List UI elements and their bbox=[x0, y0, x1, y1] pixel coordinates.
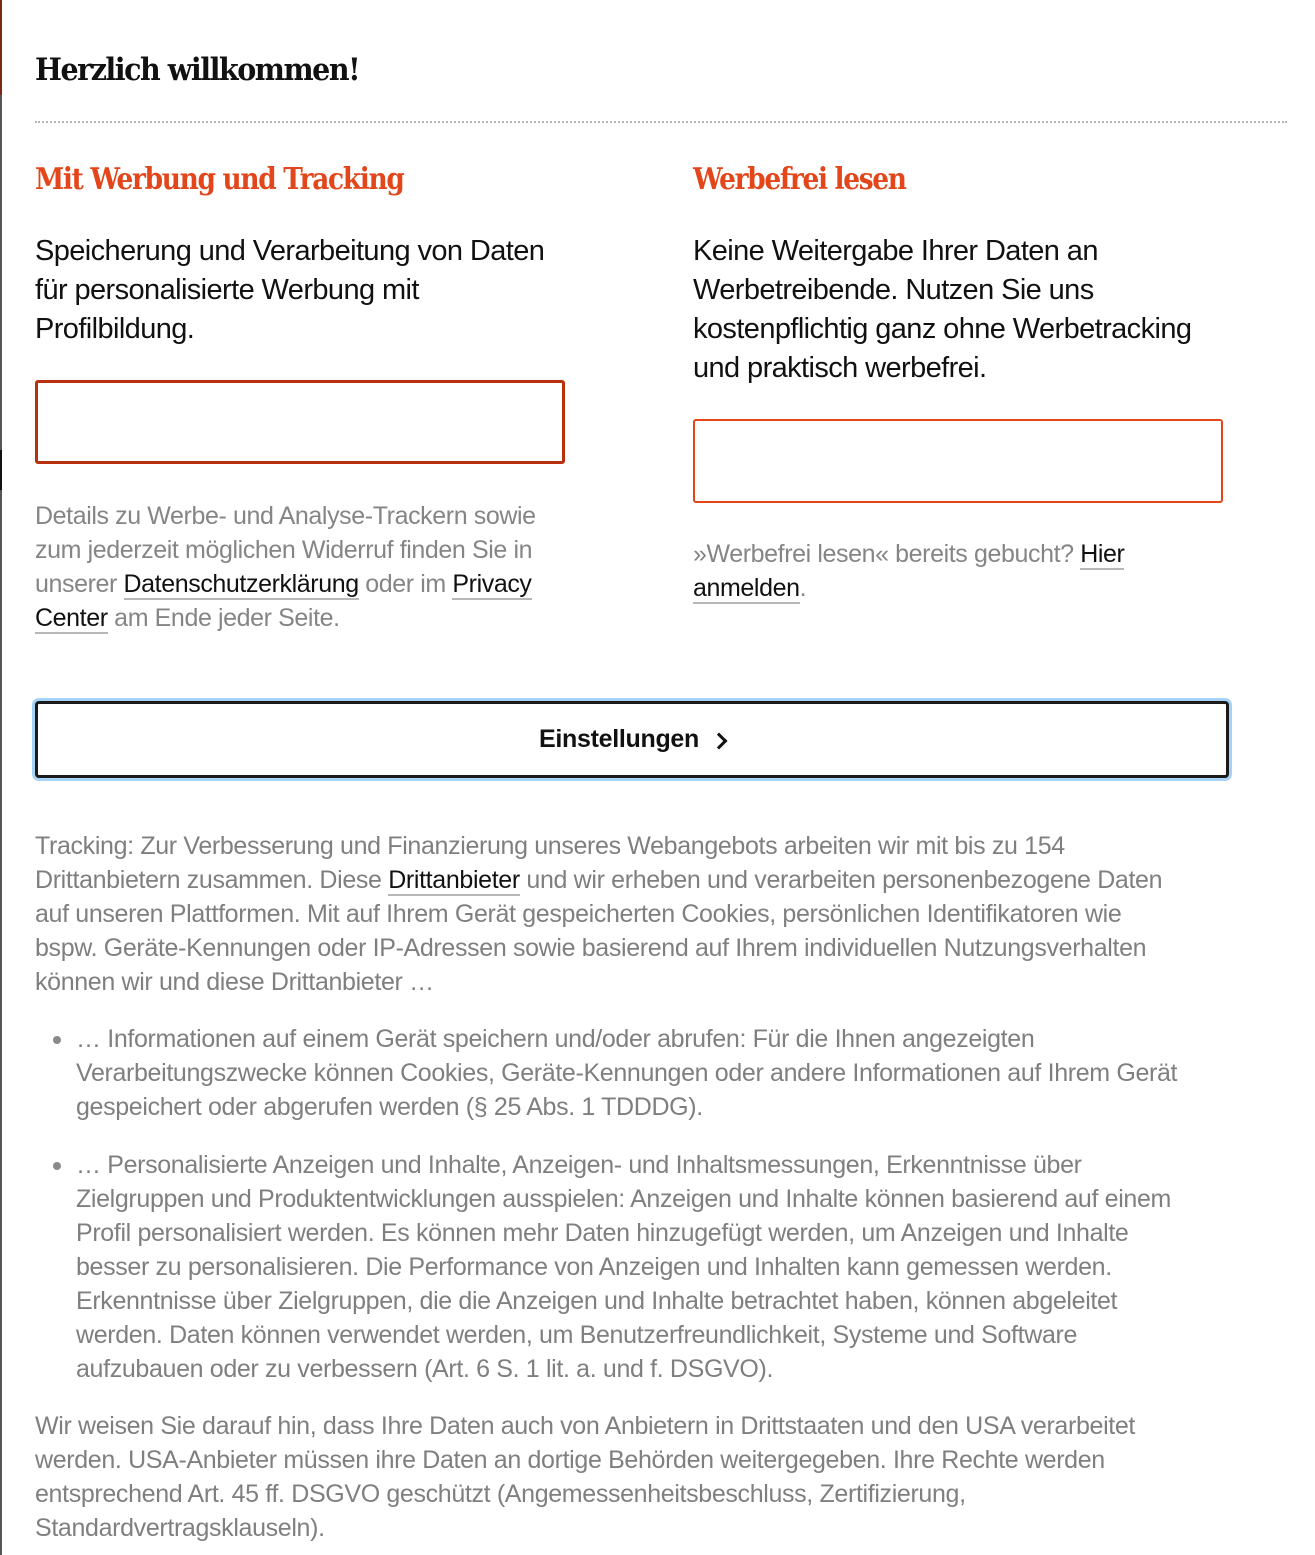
description-line: Speicherung und Verarbeitung von Daten bbox=[35, 235, 545, 267]
privacy-center-link[interactable]: Center bbox=[35, 604, 108, 632]
paragraph-line: Standardvertragsklauseln). bbox=[35, 1514, 325, 1542]
description-line: Werbetreibende. Nutzen Sie uns bbox=[693, 274, 1094, 306]
privacy-center-link[interactable]: Privacy bbox=[452, 570, 532, 598]
purpose-line: Verarbeitungszwecke können Cookies, Geräte-Kennungen oder andere Informationen auf Ihrem Gerät bbox=[76, 1059, 1178, 1087]
purpose-line: … Informationen auf einem Gerät speichern und/oder abrufen: Für die Ihnen angezeigten bbox=[76, 1025, 1035, 1053]
note-line: Details zu Werbe- und Analyse-Trackern sowie bbox=[35, 502, 536, 530]
note-line: zum jederzeit möglichen Widerruf finden Sie in bbox=[35, 536, 533, 564]
note-text: »Werbefrei lesen« bereits gebucht? bbox=[693, 540, 1081, 568]
paragraph-line: bspw. Geräte-Kennungen oder IP-Adressen sowie basierend auf Ihrem individuellen Nutzungsverhalten bbox=[35, 934, 1147, 962]
login-link[interactable]: anmelden bbox=[693, 574, 800, 602]
paragraph-line: Wir weisen Sie darauf hin, dass Ihre Daten auch von Anbietern in Drittstaaten und den USA verarbeitet bbox=[35, 1412, 1136, 1440]
option-description bbox=[693, 232, 1191, 388]
third-country-paragraph bbox=[35, 1409, 1295, 1545]
consent-dialog bbox=[2, 0, 1315, 1555]
paragraph-text: Drittanbietern zusammen. Diese bbox=[35, 866, 389, 894]
description-line: für personalisierte Werbung mit bbox=[35, 274, 419, 306]
note-line bbox=[35, 567, 532, 601]
note-text: . bbox=[799, 574, 807, 602]
settings-button-label: Einstellungen bbox=[538, 725, 699, 753]
bullet-icon bbox=[53, 1162, 61, 1170]
chevron-right-icon bbox=[711, 732, 728, 749]
paragraph-line: können wir und diese Drittanbieter … bbox=[35, 968, 434, 996]
tracking-paragraph bbox=[35, 829, 1295, 999]
bullet-icon bbox=[53, 1036, 61, 1044]
purpose-item bbox=[35, 1148, 1295, 1386]
note-text: oder im bbox=[358, 570, 453, 598]
paragraph-text: und wir erheben und verarbeiten personenbezogene Daten bbox=[519, 866, 1163, 894]
privacy-statement-link[interactable]: Datenschutzerklärung bbox=[123, 570, 359, 598]
description-line: kostenpflichtig ganz ohne Werbetracking bbox=[693, 313, 1192, 345]
paragraph-line: entsprechend Art. 45 ff. DSGVO geschützt (Angemessenheitsbeschluss, Zertifizierung, bbox=[35, 1480, 966, 1508]
description-line: und praktisch werbefrei. bbox=[693, 352, 987, 384]
note-line bbox=[693, 571, 806, 605]
dotted-divider bbox=[35, 121, 1287, 123]
purpose-line: gespeichert oder abgerufen werden (§ 25 Abs. 1 TDDDG). bbox=[76, 1093, 703, 1121]
third-parties-link[interactable]: Drittanbieter bbox=[388, 866, 520, 894]
paragraph-line: werden. USA-Anbieter müssen ihre Daten an dortige Behörden weitergegeben. Ihre Rechte werden bbox=[35, 1446, 1105, 1474]
login-link[interactable]: Hier bbox=[1080, 540, 1125, 568]
option-description bbox=[35, 232, 544, 349]
purpose-line: Profil personalisiert werden. Es können mehr Daten hinzugefügt werden, um Anzeigen und Inhalte bbox=[76, 1219, 1129, 1247]
paragraph-line bbox=[35, 863, 1162, 897]
purpose-line: aufzubauen oder zu verbessern (Art. 6 S. 1 lit. a. und f. DSGVO). bbox=[76, 1355, 774, 1383]
paragraph-line: auf unseren Plattformen. Mit auf Ihrem Gerät gespeicherten Cookies, persönlichen Identifikatoren wie bbox=[35, 900, 1122, 928]
note-line bbox=[35, 601, 340, 635]
option-heading: Werbefrei lesen bbox=[693, 162, 906, 197]
description-line: Profilbildung. bbox=[35, 313, 195, 345]
purpose-line: werden. Daten können verwendet werden, um Benutzerfreundlichkeit, Systeme und Software bbox=[76, 1321, 1078, 1349]
description-line: Keine Weitergabe Ihrer Daten an bbox=[693, 235, 1098, 267]
settings-button[interactable] bbox=[35, 701, 1229, 778]
purpose-line: Erkenntnisse über Zielgruppen, die die Anzeigen und Inhalte betrachtet haben, können abgeleitet bbox=[76, 1287, 1118, 1315]
paragraph-line: Tracking: Zur Verbesserung und Finanzierung unseres Webangebots arbeiten wir mit bis zu 154 bbox=[35, 832, 1065, 860]
purpose-item bbox=[35, 1022, 1295, 1124]
already-subscribed-note bbox=[693, 537, 1293, 605]
tracker-details-note bbox=[35, 499, 635, 635]
ad-free-subscribe-button[interactable] bbox=[693, 419, 1223, 503]
purpose-line: Zielgruppen und Produktentwicklungen ausspielen: Anzeigen und Inhalte können basierend auf einem bbox=[76, 1185, 1171, 1213]
purpose-line: besser zu personalisieren. Die Performance von Anzeigen und Inhalten kann gemessen werden. bbox=[76, 1253, 1112, 1281]
note-text: unserer bbox=[35, 570, 124, 598]
purpose-line: … Personalisierte Anzeigen und Inhalte, Anzeigen- und Inhaltsmessungen, Erkenntnisse über bbox=[76, 1151, 1082, 1179]
note-text: am Ende jeder Seite. bbox=[107, 604, 340, 632]
option-heading: Mit Werbung und Tracking bbox=[35, 162, 404, 197]
note-line bbox=[693, 537, 1124, 571]
accept-ads-tracking-button[interactable] bbox=[35, 380, 565, 464]
purposes-list bbox=[35, 1022, 1295, 1386]
dialog-title: Herzlich willkommen! bbox=[35, 52, 360, 88]
